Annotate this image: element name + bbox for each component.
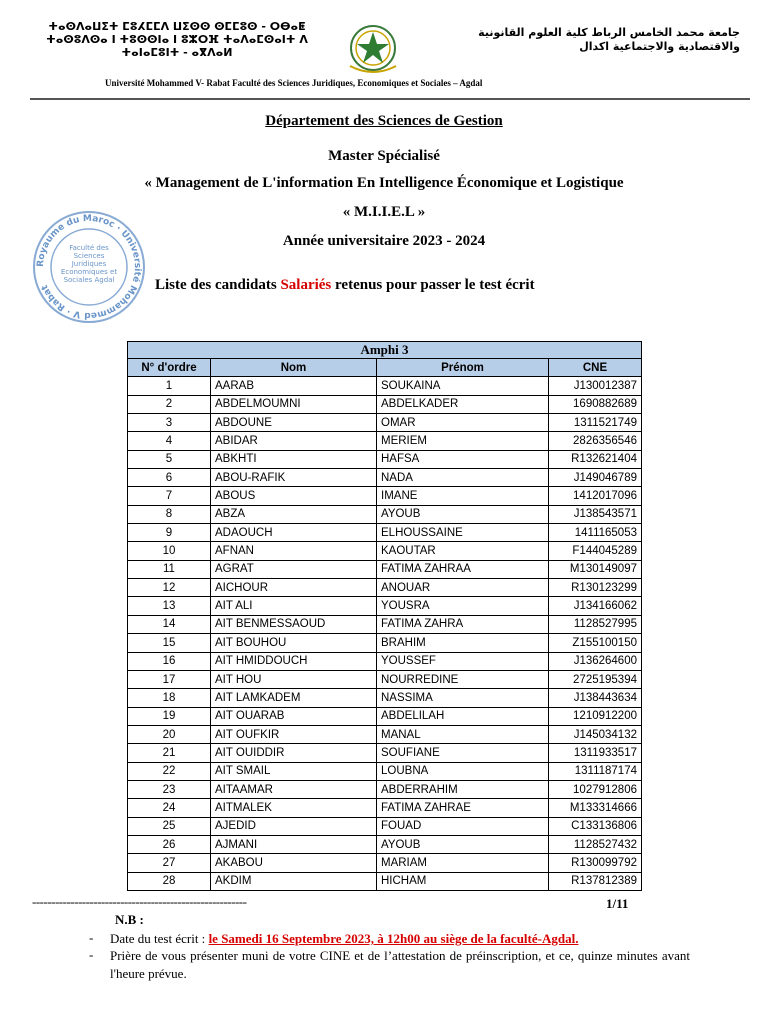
cell-cne: J130012387: [549, 377, 642, 395]
cell-order: 20: [128, 725, 211, 743]
cell-nom: AKABOU: [211, 854, 377, 872]
cell-order: 22: [128, 762, 211, 780]
cell-prenom: BRAHIM: [377, 634, 549, 652]
cell-prenom: IMANE: [377, 487, 549, 505]
cell-order: 1: [128, 377, 211, 395]
cell-nom: ADAOUCH: [211, 524, 377, 542]
cell-order: 24: [128, 799, 211, 817]
university-line-text: Université Mohammed V- Rabat Faculté des Sciences Juridiques, Economiques et Sociales – Agdal: [105, 78, 483, 88]
cell-nom: AIT HOU: [211, 670, 377, 688]
cell-prenom: MERIEM: [377, 432, 549, 450]
cell-cne: Z155100150: [549, 634, 642, 652]
cell-cne: R130123299: [549, 579, 642, 597]
cell-prenom: ELHOUSSAINE: [377, 524, 549, 542]
cell-nom: AJMANI: [211, 835, 377, 853]
cell-prenom: SOUKAINA: [377, 377, 549, 395]
cell-order: 25: [128, 817, 211, 835]
table-row: [128, 652, 642, 670]
table-row: [128, 432, 642, 450]
stamp-outer-text: Royaume du Maroc · Université Mohammed V · Rabat: [35, 213, 143, 321]
cell-cne: 1411165053: [549, 524, 642, 542]
university-name-tifinagh: ⵜⴰⵙⴷⴰⵡⵉⵜ ⵎⵓⵃⵎⵎⴷ ⵡⵉⵙⵙ ⵙⵎⵎⵓⵙ - ⵔⴱⴰⵟ ⵜⴰⵙⵓⴷⵙⴰ ⵏ ⵜⵓⵙⵙⵏⴰ ⵏ ⵓⵣⵔⴼ ⵜⴰⴷⴰⵎⵙⴰⵏⵜ ⴷ ⵜⴰⵏⴰⵎⵓⵏⵜ - ⴰⴳⴷⴰⵍ: [46, 20, 308, 59]
cell-nom: AIT BOUHOU: [211, 634, 377, 652]
table-row: [128, 725, 642, 743]
column-header-order: N° d'ordre: [128, 359, 211, 377]
table-row: [128, 579, 642, 597]
cell-cne: C133136806: [549, 817, 642, 835]
cell-order: 18: [128, 689, 211, 707]
cell-cne: J138543571: [549, 505, 642, 523]
cell-prenom: MARIAM: [377, 854, 549, 872]
cell-cne: R137812389: [549, 872, 642, 890]
cell-nom: ABDOUNE: [211, 414, 377, 432]
cell-prenom: KAOUTAR: [377, 542, 549, 560]
table-row: [128, 707, 642, 725]
list-title: [155, 277, 755, 294]
cell-cne: 2826356546: [549, 432, 642, 450]
cell-order: 28: [128, 872, 211, 890]
cell-nom: ABIDAR: [211, 432, 377, 450]
list-title-highlight: Salariés: [280, 277, 332, 293]
table-row: [128, 395, 642, 413]
table-row: [128, 780, 642, 798]
cell-prenom: NOURREDINE: [377, 670, 549, 688]
cell-prenom: ABDELILAH: [377, 707, 549, 725]
table-row: [128, 524, 642, 542]
cell-prenom: YOUSRA: [377, 597, 549, 615]
table-row: [128, 689, 642, 707]
page-number: 1/11: [606, 896, 629, 911]
cell-order: 12: [128, 579, 211, 597]
cell-cne: R132621404: [549, 450, 642, 468]
cell-prenom: FATIMA ZAHRAE: [377, 799, 549, 817]
cell-order: 2: [128, 395, 211, 413]
cell-nom: AIT BENMESSAOUD: [211, 615, 377, 633]
cell-cne: J149046789: [549, 469, 642, 487]
table-row: [128, 872, 642, 890]
cell-order: 23: [128, 780, 211, 798]
cell-prenom: YOUSSEF: [377, 652, 549, 670]
column-header-cne: CNE: [549, 359, 642, 377]
cell-nom: AIT ALI: [211, 597, 377, 615]
table-row: [128, 762, 642, 780]
cell-cne: J134166062: [549, 597, 642, 615]
cell-cne: 1027912806: [549, 780, 642, 798]
cell-cne: R130099792: [549, 854, 642, 872]
cell-cne: J145034132: [549, 725, 642, 743]
cell-prenom: NASSIMA: [377, 689, 549, 707]
cell-order: 16: [128, 652, 211, 670]
list-title-pre: Liste des candidats: [155, 277, 281, 293]
note-test-date-value: le Samedi 16 Septembre 2023, à 12h00 au siège de la faculté-Agdal.: [208, 931, 579, 946]
cell-order: 11: [128, 560, 211, 578]
cell-cne: 1311933517: [549, 744, 642, 762]
cell-nom: AIT OUARAB: [211, 707, 377, 725]
cell-nom: AITMALEK: [211, 799, 377, 817]
cell-order: 4: [128, 432, 211, 450]
cell-cne: 1210912200: [549, 707, 642, 725]
nb-label: N.B :: [115, 912, 144, 927]
stamp-inner-text: Faculté des Sciences Juridiques Economiques et Sociales Agdal: [60, 244, 118, 284]
cell-order: 5: [128, 450, 211, 468]
cell-cne: 1128527432: [549, 835, 642, 853]
cell-cne: 1412017096: [549, 487, 642, 505]
table-row: [128, 670, 642, 688]
cell-prenom: HAFSA: [377, 450, 549, 468]
cell-nom: AITAAMAR: [211, 780, 377, 798]
table-row: [128, 414, 642, 432]
cell-order: 3: [128, 414, 211, 432]
cell-cne: F144045289: [549, 542, 642, 560]
column-header-prenom: Prénom: [377, 359, 549, 377]
cell-prenom: NADA: [377, 469, 549, 487]
note-bullet: -: [89, 930, 94, 945]
table-body: [128, 377, 642, 891]
table-row: [128, 744, 642, 762]
cell-order: 9: [128, 524, 211, 542]
note-bullet: -: [89, 947, 94, 962]
table-row: [128, 560, 642, 578]
cell-prenom: SOUFIANE: [377, 744, 549, 762]
program-acronym: « M.I.I.E.L »: [342, 204, 426, 220]
note-test-date: [110, 930, 690, 948]
table-title: Amphi 3: [128, 342, 642, 359]
table-row: [128, 487, 642, 505]
table-row: [128, 505, 642, 523]
cell-cne: J138443634: [549, 689, 642, 707]
cell-nom: AKDIM: [211, 872, 377, 890]
cell-nom: ABKHTI: [211, 450, 377, 468]
cell-order: 7: [128, 487, 211, 505]
cell-order: 27: [128, 854, 211, 872]
cell-nom: AIT LAMKADEM: [211, 689, 377, 707]
university-header-line: [30, 76, 750, 100]
table-row: [128, 817, 642, 835]
cell-nom: AIT SMAIL: [211, 762, 377, 780]
table-row: [128, 634, 642, 652]
cell-prenom: FOUAD: [377, 817, 549, 835]
table-row: [128, 615, 642, 633]
table-row: [128, 854, 642, 872]
cell-order: 6: [128, 469, 211, 487]
cell-order: 26: [128, 835, 211, 853]
cell-prenom: ABDERRAHIM: [377, 780, 549, 798]
table-row: [128, 597, 642, 615]
cell-nom: AGRAT: [211, 560, 377, 578]
university-stamp: [30, 208, 148, 326]
master-title: Master Spécialisé: [328, 148, 440, 164]
cell-prenom: LOUBNA: [377, 762, 549, 780]
cell-prenom: ANOUAR: [377, 579, 549, 597]
university-logo: [338, 22, 408, 78]
cell-nom: AIT OUIDDIR: [211, 744, 377, 762]
department-title: Département des Sciences de Gestion: [265, 113, 503, 129]
cell-cne: 1128527995: [549, 615, 642, 633]
cell-nom: AFNAN: [211, 542, 377, 560]
cell-order: 21: [128, 744, 211, 762]
table-header-row: [128, 359, 642, 377]
note-instructions: Prière de vous présenter muni de votre CINE et de l’attestation de préinscription, et ce, quinze minutes avant l'heure prévue.: [110, 948, 690, 981]
cell-cne: 1690882689: [549, 395, 642, 413]
cell-prenom: MANAL: [377, 725, 549, 743]
footer-separator: --------------------------------------------------------: [32, 894, 247, 909]
cell-prenom: AYOUB: [377, 505, 549, 523]
cell-nom: AJEDID: [211, 817, 377, 835]
university-name-arabic: جامعة محمد الخامس الرباط كلية العلوم القانونية والاقتصادية والاجتماعية اكدال: [478, 26, 740, 53]
table-row: [128, 542, 642, 560]
candidates-table: [127, 341, 642, 891]
academic-year: Année universitaire 2023 - 2024: [282, 233, 486, 249]
cell-order: 15: [128, 634, 211, 652]
cell-order: 19: [128, 707, 211, 725]
cell-cne: M133314666: [549, 799, 642, 817]
cell-cne: 1311187174: [549, 762, 642, 780]
cell-nom: ABZA: [211, 505, 377, 523]
cell-cne: J136264600: [549, 652, 642, 670]
list-title-post: retenus pour passer le test écrit: [331, 277, 535, 293]
program-title: « Management de L'information En Intelligence Économique et Logistique: [144, 175, 624, 191]
column-header-nom: Nom: [211, 359, 377, 377]
table-row: [128, 799, 642, 817]
cell-order: 14: [128, 615, 211, 633]
cell-order: 17: [128, 670, 211, 688]
table-row: [128, 469, 642, 487]
cell-nom: AIT OUFKIR: [211, 725, 377, 743]
table-row: [128, 377, 642, 395]
table-row: [128, 450, 642, 468]
cell-nom: ABOUS: [211, 487, 377, 505]
cell-order: 8: [128, 505, 211, 523]
cell-prenom: FATIMA ZAHRAA: [377, 560, 549, 578]
note-test-date-label: Date du test écrit :: [110, 931, 209, 946]
cell-prenom: OMAR: [377, 414, 549, 432]
cell-order: 13: [128, 597, 211, 615]
cell-prenom: AYOUB: [377, 835, 549, 853]
cell-order: 10: [128, 542, 211, 560]
cell-cne: M130149097: [549, 560, 642, 578]
cell-nom: AICHOUR: [211, 579, 377, 597]
cell-nom: AIT HMIDDOUCH: [211, 652, 377, 670]
cell-nom: ABDELMOUMNI: [211, 395, 377, 413]
cell-cne: 2725195394: [549, 670, 642, 688]
cell-prenom: HICHAM: [377, 872, 549, 890]
cell-nom: AARAB: [211, 377, 377, 395]
cell-prenom: ABDELKADER: [377, 395, 549, 413]
cell-nom: ABOU-RAFIK: [211, 469, 377, 487]
cell-cne: 1311521749: [549, 414, 642, 432]
cell-prenom: FATIMA ZAHRA: [377, 615, 549, 633]
table-row: [128, 835, 642, 853]
